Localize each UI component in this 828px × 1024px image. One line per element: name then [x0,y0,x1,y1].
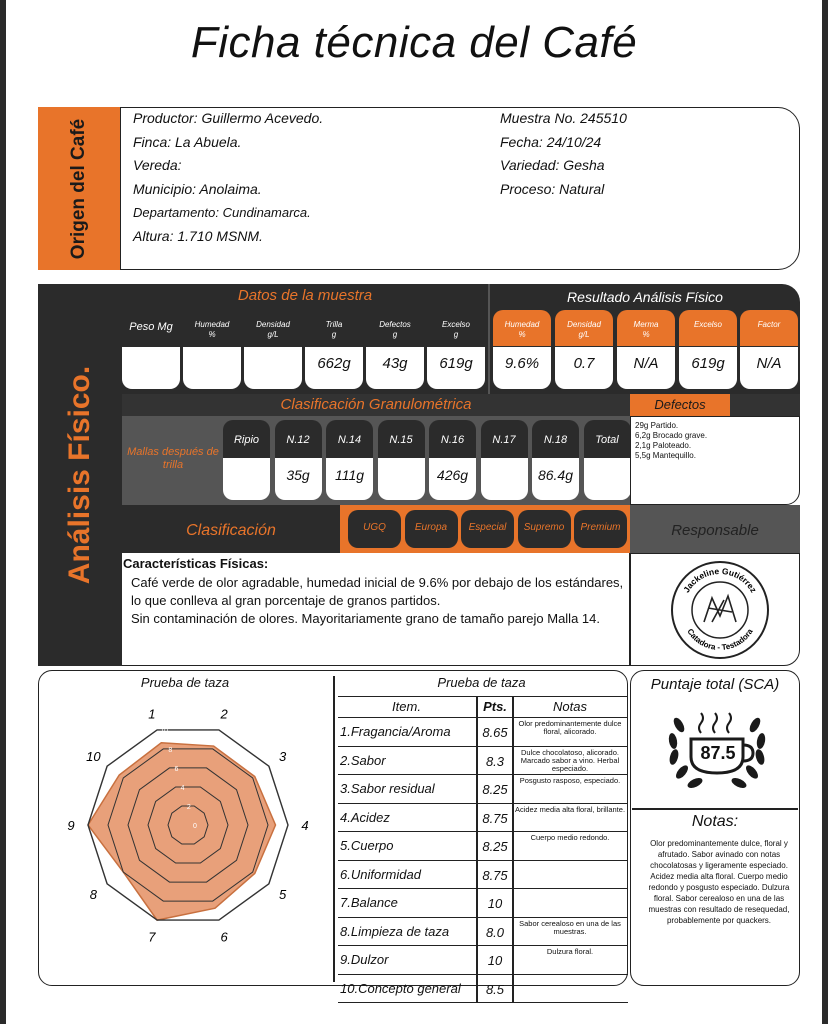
datos-value: 619g [427,347,485,389]
item-nota: Dulce chocolatoso, alicorado. Marcado sabor a vino. Herbal especiado. [520,747,620,773]
table-row [338,975,628,1004]
col-sep [512,889,514,917]
resultado-header-unit: % [642,330,650,339]
radar-scale-label: 10 [160,727,168,735]
col-sep [512,747,514,775]
item-pts: 8.75 [482,810,508,826]
datos-header [427,320,485,340]
radar-axis-label: 10 [86,749,101,765]
item-label: 7.Balance [340,895,398,910]
malla-value: 86.4g [532,458,579,500]
malla-header: Total [584,420,631,458]
col-sep [476,775,478,803]
defectos-header [630,394,730,416]
radar-scale-label: 0 [193,823,197,830]
malla-value: 111g [326,458,373,500]
item-pts: 8.75 [482,867,508,883]
datos-header-line: Peso Mg [129,321,173,333]
defecto-item: 5,5g Mantequillo. [635,451,696,460]
resultado-header-line: Densidad [567,320,601,329]
malla-value: 426g [429,458,476,500]
col-sep [512,975,514,1003]
col-sep [512,918,514,946]
radar-axis-label: 7 [148,929,156,945]
caracteristicas-text [131,574,623,628]
item-label: 9.Dulzor [340,952,389,967]
table-row [338,747,628,776]
col-sep [512,697,514,717]
datos-header-line: Humedad [194,320,230,329]
item-pts: 8.25 [482,839,508,854]
departamento: Departamento: Cundinamarca. [133,205,311,220]
col-pts-header: Pts. [483,699,507,714]
datos-header [244,320,302,340]
clasificacion-pill: Supremo [518,510,571,548]
caracteristicas-line: lo que conlleva al gran porcentaje de granos partidos. [131,593,441,608]
item-pts: 8.0 [485,924,505,940]
malla-header: N.16 [429,420,476,458]
notas-text: Olor predominantemente dulce, floral y afrutado. Sabor avinado con notas chocolatosas y ligeramente especiado. Acidez media alta floral. Cuerpo medio redondo y posgusto especiado. Dulzura floral. Sabor cerealoso en una de las muestras con resultado de resequedad, probablemente por quackers. [648,839,790,925]
datos-value: 662g [305,347,363,389]
malla-header: Ripio [223,420,270,458]
datos-header [366,320,424,340]
item-pts: 10 [487,953,503,968]
datos-header [183,320,241,340]
radar-axis-label: 8 [89,886,97,902]
item-label: 5.Cuerpo [340,838,394,853]
resultado-header-unit: g/L [578,330,590,339]
col-sep [512,718,514,746]
item-pts: 8.25 [482,782,508,797]
resultado-header [617,310,675,346]
col-sep [476,975,478,1003]
vereda: Vereda: [133,157,182,173]
origen-tab [38,107,120,270]
resultado-value: 9.6% [493,347,551,389]
left-edge [0,0,6,1024]
table-header-row [338,696,628,718]
right-edge [822,0,828,1024]
resultado-header [679,310,737,346]
item-nota: Olor predominantemente dulce floral, alicorado. [518,719,622,736]
malla-header: N.17 [481,420,528,458]
puntaje-title: Puntaje total (SCA) [650,676,780,693]
datos-title: Datos de la muestra [237,287,373,304]
item-label: 10.Concepto general [340,980,461,996]
datos-header-line: Defectos [379,320,411,329]
radar-axis-label: 1 [148,706,156,722]
radar-axis-label: 6 [220,929,228,945]
datos-header [305,320,363,340]
resultado-header [555,310,613,346]
radar-scale-label: 8 [168,746,173,754]
radar-scale-label: 4 [180,784,185,792]
defecto-item: 6,2g Brocado grave. [635,431,708,440]
defectos-list [635,421,707,461]
clasificacion-pill: Especial [461,510,514,548]
col-sep [476,718,478,746]
radar-chart [55,700,325,950]
resultado-value: 0.7 [555,347,613,389]
malla-header: N.15 [378,420,425,458]
fisico-label: Análisis Físico. [63,365,96,585]
malla-header: N.14 [326,420,373,458]
variedad: Variedad: Gesha [500,157,605,173]
col-notas-header: Notas [553,699,587,714]
col-sep [476,861,478,889]
taza-divider [333,676,335,982]
col-sep [476,889,478,917]
col-sep [476,804,478,832]
responsable-header [630,505,800,553]
datos-header-line: Excelso [441,320,470,329]
radar-axis-label: 3 [279,749,287,765]
seal-signature [704,596,736,622]
resultado-header-unit: % [518,330,526,339]
malla-value [378,458,425,500]
item-pts: 10 [487,896,503,911]
altura: Altura: 1.710 MSNM. [133,228,263,244]
col-sep [476,946,478,974]
item-label: 2.Sabor [340,752,386,768]
granulo-title: Clasificación Granulométrica [280,396,472,413]
malla-value [223,458,270,500]
datos-value [183,347,241,389]
item-nota: Acidez media alta floral, brillante. [514,804,626,814]
proceso: Proceso: Natural [500,181,605,197]
taza-table [338,696,628,1003]
radar-scale-label: 2 [186,803,191,811]
notas-divider [632,808,798,810]
resultado-header [740,310,798,346]
clasificacion-pill: UGQ [348,510,401,548]
resultado-header-line: Merma [633,320,659,329]
clasificacion-label: Clasificación [186,522,276,539]
datos-header-unit: g/L [267,330,279,339]
datos-header-line: Densidad [256,320,290,329]
table-row [338,832,628,861]
item-pts: 8.3 [485,753,505,769]
item-nota: Dulzura floral. [546,947,594,956]
col-item-header: Item. [392,699,421,714]
item-label: 4.Acidez [340,809,390,825]
caracteristicas-line: Sin contaminación de olores. Mayoritariamente grano de tamaño parejo Malla 14. [131,611,600,626]
item-nota: Posgusto rasposo, especiado. [519,776,621,785]
radar-data-area [88,743,276,920]
col-sep [476,747,478,775]
datos-header [122,320,180,334]
malla-value: 35g [275,458,322,500]
resultado-header [493,310,551,346]
resultado-header-text [617,310,675,340]
origen-label: Origen del Café [68,118,89,259]
signature-seal [668,560,772,660]
mallas-label: Mallas después de trilla [127,446,219,471]
notas-title: Notas: [691,813,739,830]
col-sep [476,832,478,860]
datos-header-unit: % [208,330,216,339]
resultado-title: Resultado Análisis Físico [567,289,723,305]
malla-value [481,458,528,500]
seal-top-text: Jackeline Gutiérrez [681,565,759,595]
resultado-header-text [740,310,798,330]
datos-header-unit: g [453,330,459,339]
productor: Productor: Guillermo Acevedo. [133,110,324,126]
page-title: Ficha técnica del Café [190,18,638,67]
clasificacion-header [122,505,340,553]
item-label: 3.Sabor residual [340,781,435,796]
item-nota: Cuerpo medio redondo. [530,833,610,842]
malla-header: N.12 [275,420,322,458]
resultado-header-line: Humedad [504,320,540,329]
caracteristicas-title: Características Físicas: [123,556,269,571]
responsable-label: Responsable [671,522,759,539]
datos-header-unit: g [331,330,337,339]
municipio: Municipio: Anolaima. [133,181,262,197]
col-sep [512,861,514,889]
score-value: 87.5 [700,743,736,763]
col-sep [512,804,514,832]
resultado-value: N/A [617,347,675,389]
muestra: Muestra No. 245510 [500,110,627,126]
malla-value [584,458,631,500]
defecto-item: 29g Partido. [635,421,679,430]
table-row [338,804,628,833]
radar-scale-label: 6 [174,765,179,773]
resultado-header-text [493,310,551,340]
fisico-tab [38,284,122,666]
clasificacion-pill: Premium [574,510,627,548]
item-label: 8.Limpieza de taza [340,923,450,939]
table-row [338,775,628,804]
defecto-item: 2,1g Paloteado. [635,441,692,450]
radar-axis-label: 2 [220,706,228,722]
col-sep [476,918,478,946]
datos-value [122,347,180,389]
table-row [338,946,628,975]
resultado-header-text [679,310,737,330]
malla-header: N.18 [532,420,579,458]
col-sep [512,946,514,974]
datos-value [244,347,302,389]
item-nota: Sabor cerealoso en una de las muestras. [519,918,621,936]
resultado-header-line: Factor [757,320,781,329]
table-row [338,861,628,890]
fecha: Fecha: 24/10/24 [500,134,602,150]
clasificacion-pill: Europa [405,510,458,548]
radar-axis-label: 5 [279,886,287,902]
finca: Finca: La Abuela. [133,134,242,150]
datos-header-line: Trilla [325,320,343,329]
radar-title: Prueba de taza [140,675,230,690]
table-row [338,718,628,747]
col-sep [476,697,478,717]
item-pts: 8.65 [482,725,508,740]
datos-header-unit: g [392,330,398,339]
col-sep [512,832,514,860]
item-label: 1.Fragancia/Aroma [340,724,451,739]
resultado-header-text [555,310,613,340]
col-sep [512,775,514,803]
item-pts: 8.5 [485,981,505,997]
datos-value: 43g [366,347,424,389]
radar-axis-label: 4 [301,818,309,833]
table-row [338,889,628,918]
radar-axis-label: 9 [67,818,75,833]
item-label: 6.Uniformidad [340,866,421,882]
resultado-value: N/A [740,347,798,389]
caracteristicas-line: Café verde de olor agradable, humedad inicial de 9.6% por debajo de los estándares, [131,575,624,590]
defectos-title: Defectos [654,397,706,412]
resultado-header-line: Excelso [693,320,722,329]
seal-bottom-text: Catadora - Testadora [685,627,755,653]
resultado-value: 619g [679,347,737,389]
table-title: Prueba de taza [437,675,526,690]
table-row [338,918,628,947]
